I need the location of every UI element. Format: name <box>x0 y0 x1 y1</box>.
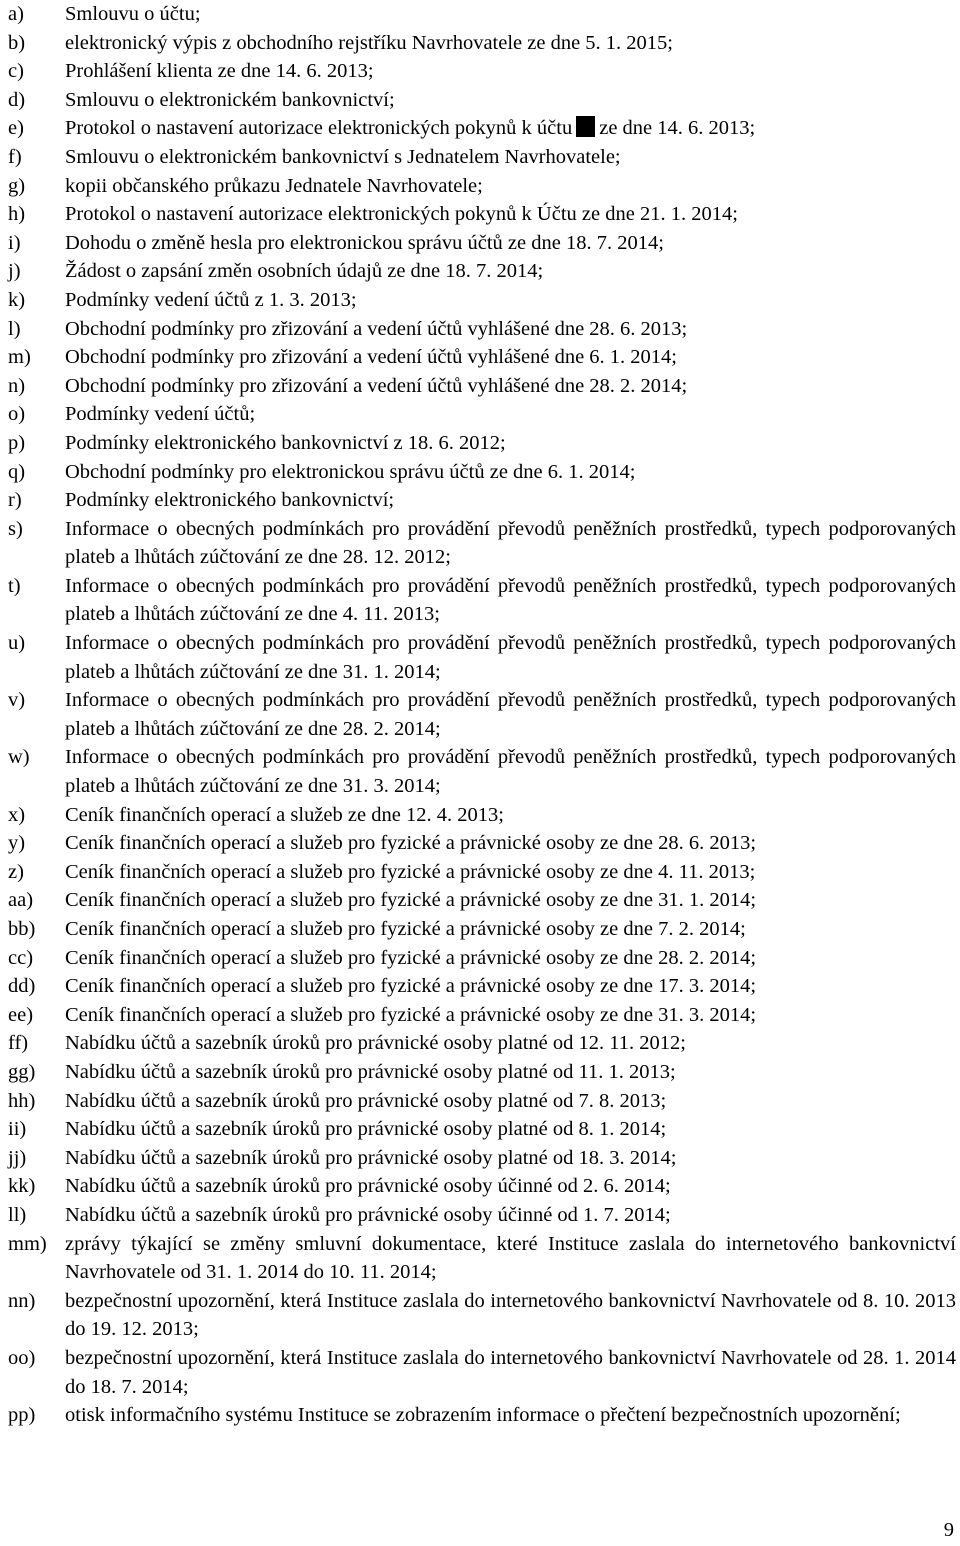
list-item <box>8 858 960 887</box>
document-list <box>8 0 960 1430</box>
item-text: bezpečnostní upozornění, která Instituce zaslala do internetového bankovnictví Navrhovatele od 28. 1. 2014 do 18. 7. 2014; <box>65 1346 956 1398</box>
item-text: bezpečnostní upozornění, která Instituce zaslala do internetového bankovnictví Navrhovatele od 8. 10. 2013 do 19. 12. 2013; <box>65 1289 956 1341</box>
item-label: ee) <box>8 1003 34 1026</box>
page-number: 9 <box>943 1519 954 1541</box>
item-label: gg) <box>8 1060 36 1083</box>
list-item <box>8 743 960 800</box>
list-item <box>8 315 960 344</box>
list-item <box>8 458 960 487</box>
list-item <box>8 57 960 86</box>
item-label: o) <box>8 403 26 426</box>
item-text: Nabídku účtů a sazebník úroků pro právnické osoby platné od 8. 1. 2014; <box>65 1118 667 1141</box>
item-text: Žádost o zapsání změn osobních údajů ze dne 18. 7. 2014; <box>65 260 544 283</box>
list-item <box>8 972 960 1001</box>
item-text: Podmínky vedení účtů; <box>65 403 256 426</box>
list-item <box>8 1001 960 1030</box>
list-item <box>8 1287 960 1344</box>
item-text: Obchodní podmínky pro elektronickou správu účtů ze dne 6. 1. 2014; <box>65 460 636 483</box>
item-text: Podmínky elektronického bankovnictví z 18. 6. 2012; <box>65 431 506 454</box>
item-label: cc) <box>8 946 34 969</box>
item-label: t) <box>8 574 21 597</box>
item-label: mm) <box>8 1232 47 1255</box>
item-text-after: ze dne 14. 6. 2013; <box>599 117 756 140</box>
list-item <box>8 1344 960 1401</box>
item-text: Obchodní podmínky pro zřizování a vedení účtů vyhlášené dne 28. 2. 2014; <box>65 374 688 397</box>
item-label: q) <box>8 460 26 483</box>
item-label: j) <box>8 260 21 283</box>
item-text: elektronický výpis z obchodního rejstříku Navrhovatele ze dne 5. 1. 2015; <box>65 31 674 54</box>
list-item <box>8 86 960 115</box>
list-item <box>8 944 960 973</box>
list-item <box>8 515 960 572</box>
item-label: v) <box>8 689 26 712</box>
list-item <box>8 200 960 229</box>
list-item <box>8 1058 960 1087</box>
item-text: Nabídku účtů a sazebník úroků pro právnické osoby platné od 12. 11. 2012; <box>65 1032 686 1055</box>
item-text: otisk informačního systému Instituce se zobrazením informace o přečtení bezpečnostních upozornění; <box>65 1404 901 1427</box>
item-text: Informace o obecných podmínkách pro provádění převodů peněžních prostředků, typech podporovaných plateb a lhůtách zúčtování ze dne 31. 3. 2014; <box>65 746 956 798</box>
item-text: Nabídku účtů a sazebník úroků pro právnické osoby platné od 18. 3. 2014; <box>65 1146 677 1169</box>
item-label: r) <box>8 489 22 512</box>
item-text-before: Protokol o nastavení autorizace elektronických pokynů k účtu <box>65 117 573 140</box>
item-text: Ceník finančních operací a služeb pro fyzické a právnické osoby ze dne 31. 3. 2014; <box>65 1003 757 1026</box>
list-item <box>8 372 960 401</box>
list-item <box>8 801 960 830</box>
list-item <box>8 1115 960 1144</box>
item-text: Podmínky elektronického bankovnictví; <box>65 489 395 512</box>
item-text: Ceník finančních operací a služeb pro fyzické a právnické osoby ze dne 28. 6. 2013; <box>65 832 757 855</box>
item-label: oo) <box>8 1346 36 1369</box>
item-label: z) <box>8 860 24 883</box>
list-item <box>8 1144 960 1173</box>
item-text: Smlouvu o elektronickém bankovnictví s Jednatelem Navrhovatele; <box>65 145 621 168</box>
list-item <box>8 400 960 429</box>
item-text <box>65 114 960 143</box>
item-label: w) <box>8 746 30 769</box>
item-text: Ceník finančních operací a služeb ze dne 12. 4. 2013; <box>65 803 504 826</box>
list-item <box>8 286 960 315</box>
list-item <box>8 1087 960 1116</box>
item-label: dd) <box>8 975 36 998</box>
item-label: l) <box>8 317 21 340</box>
list-item <box>8 915 960 944</box>
item-label: f) <box>8 145 22 168</box>
list-item <box>8 114 960 143</box>
item-text: Nabídku účtů a sazebník úroků pro právnické osoby platné od 7. 8. 2013; <box>65 1089 667 1112</box>
item-label: c) <box>8 60 24 83</box>
item-label: p) <box>8 431 26 454</box>
item-label: a) <box>8 3 24 25</box>
list-item <box>8 1230 960 1287</box>
item-label: m) <box>8 346 31 369</box>
item-text: Prohlášení klienta ze dne 14. 6. 2013; <box>65 60 374 83</box>
list-item <box>8 257 960 286</box>
list-item <box>8 1172 960 1201</box>
list-item <box>8 143 960 172</box>
item-text: Nabídku účtů a sazebník úroků pro právnické osoby platné od 11. 1. 2013; <box>65 1060 676 1083</box>
item-label: g) <box>8 174 26 197</box>
item-label: d) <box>8 88 26 111</box>
item-label: b) <box>8 31 26 54</box>
item-text: Obchodní podmínky pro zřizování a vedení účtů vyhlášené dne 6. 1. 2014; <box>65 346 678 369</box>
item-text: Smlouvu o účtu; <box>65 3 201 25</box>
item-label: y) <box>8 832 26 855</box>
item-text: Ceník finančních operací a služeb pro fyzické a právnické osoby ze dne 7. 2. 2014; <box>65 918 746 940</box>
list-item <box>8 486 960 515</box>
list-item <box>8 1401 960 1430</box>
list-item <box>8 886 960 915</box>
list-item <box>8 429 960 458</box>
item-label: x) <box>8 803 26 826</box>
item-label: k) <box>8 288 26 311</box>
item-label: ll) <box>8 1203 27 1226</box>
list-item <box>8 686 960 743</box>
item-label: i) <box>8 231 21 254</box>
item-text: Ceník finančních operací a služeb pro fyzické a právnické osoby ze dne 4. 11. 2013; <box>65 860 756 883</box>
item-text: Obchodní podmínky pro zřizování a vedení účtů vyhlášené dne 28. 6. 2013; <box>65 317 688 340</box>
list-item <box>8 1201 960 1230</box>
item-text: Ceník finančních operací a služeb pro fyzické a právnické osoby ze dne 28. 2. 2014; <box>65 946 757 969</box>
list-item <box>8 0 960 29</box>
item-text: Ceník finančních operací a služeb pro fyzické a právnické osoby ze dne 31. 1. 2014; <box>65 889 757 912</box>
item-text: Podmínky vedení účtů z 1. 3. 2013; <box>65 288 357 311</box>
item-label: nn) <box>8 1289 36 1312</box>
item-label: hh) <box>8 1089 36 1112</box>
item-text: Nabídku účtů a sazebník úroků pro právnické osoby účinné od 2. 6. 2014; <box>65 1175 671 1198</box>
item-text: Smlouvu o elektronickém bankovnictví; <box>65 88 395 111</box>
item-text: Informace o obecných podmínkách pro provádění převodů peněžních prostředků, typech podporovaných plateb a lhůtách zúčtování ze dne 31. 1. 2014; <box>65 632 956 683</box>
list-item <box>8 1029 960 1058</box>
list-item <box>8 29 960 58</box>
item-text: Ceník finančních operací a služeb pro fyzické a právnické osoby ze dne 17. 3. 2014; <box>65 975 757 998</box>
item-label: bb) <box>8 918 36 940</box>
list-item <box>8 343 960 372</box>
item-label: kk) <box>8 1175 36 1198</box>
list-item <box>8 172 960 201</box>
item-text: Protokol o nastavení autorizace elektronických pokynů k Účtu ze dne 21. 1. 2014; <box>65 203 738 226</box>
item-label: ff) <box>8 1032 29 1055</box>
item-label: ii) <box>8 1118 27 1141</box>
list-item <box>8 229 960 258</box>
list-item <box>8 829 960 858</box>
item-text: kopii občanského průkazu Jednatele Navrhovatele; <box>65 174 483 197</box>
item-label: n) <box>8 374 26 397</box>
item-label: h) <box>8 203 26 226</box>
item-label: aa) <box>8 889 34 912</box>
item-label: e) <box>8 117 24 140</box>
item-label: s) <box>8 517 23 540</box>
list-item <box>8 572 960 629</box>
item-label: pp) <box>8 1404 36 1427</box>
list-item <box>8 629 960 686</box>
item-text: Informace o obecných podmínkách pro provádění převodů peněžních prostředků, typech podporovaných plateb a lhůtách zúčtování ze dne 28. 12. 2012; <box>65 517 956 569</box>
redaction-block <box>576 116 595 137</box>
item-label: jj) <box>8 1146 27 1169</box>
item-text: Informace o obecných podmínkách pro provádění převodů peněžních prostředků, typech podporovaných plateb a lhůtách zúčtování ze dne 4. 11. 2013; <box>65 574 956 626</box>
item-text: Informace o obecných podmínkách pro provádění převodů peněžních prostředků, typech podporovaných plateb a lhůtách zúčtování ze dne 28. 2. 2014; <box>65 689 956 740</box>
item-text: Nabídku účtů a sazebník úroků pro právnické osoby účinné od 1. 7. 2014; <box>65 1203 671 1226</box>
item-text: Dohodu o změně hesla pro elektronickou správu účtů ze dne 18. 7. 2014; <box>65 231 664 254</box>
item-label: u) <box>8 632 26 655</box>
item-text: zprávy týkající se změny smluvní dokumentace, které Instituce zaslala do internetového bankovnictví Navrhovatele od 31. 1. 2014 do 10. 11. 2014; <box>65 1232 956 1284</box>
